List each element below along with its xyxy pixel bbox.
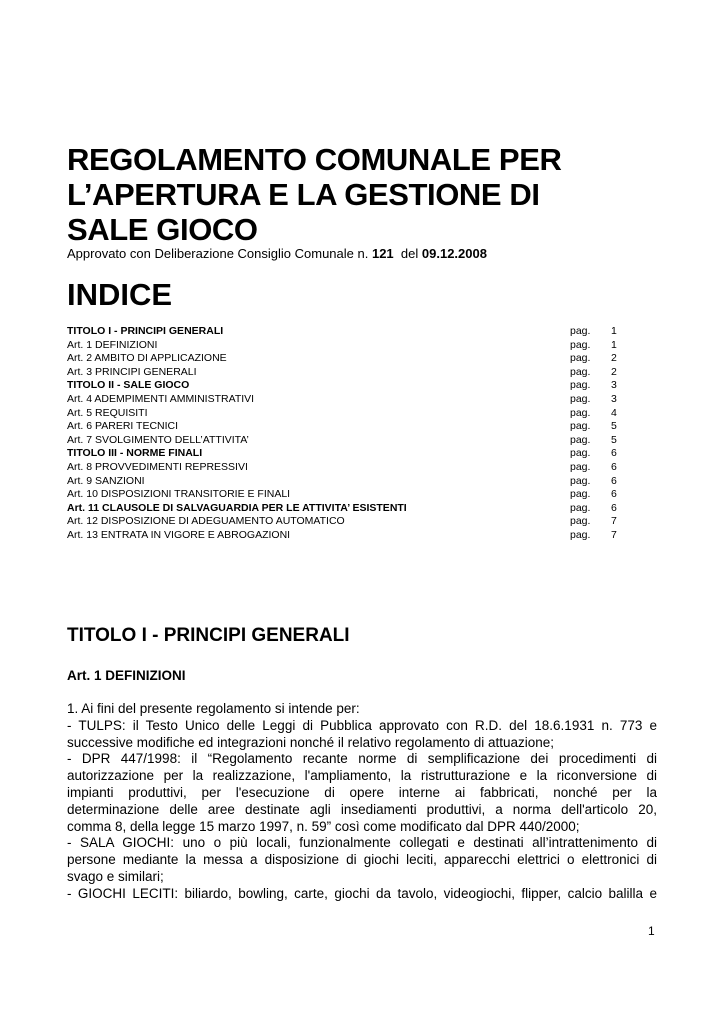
toc-entry-page-number: 4 xyxy=(611,406,617,419)
toc-entry xyxy=(67,502,627,516)
toc-entry xyxy=(67,339,627,353)
toc-entry-pag: pag. xyxy=(570,325,591,337)
body-line: - DPR 447/1998: il “Regolamento recante norme di semplificazione dei procedimenti di xyxy=(67,751,657,767)
toc-entry-label: TITOLO II - SALE GIOCO xyxy=(67,379,190,392)
toc-entry-page-number: 5 xyxy=(611,433,617,446)
toc-entry xyxy=(67,434,627,448)
toc-entry-pag: pag. xyxy=(570,515,591,528)
page-number: 1 xyxy=(648,924,655,938)
toc-entry-label: Art. 7 SVOLGIMENTO DELL’ATTIVITA’ xyxy=(67,433,249,446)
toc-entry-page-number: 7 xyxy=(611,528,617,541)
body-line: - TULPS: il Testo Unico delle Leggi di Pubblica approvato con R.D. del 18.6.1931 n. 773 e xyxy=(67,717,657,733)
toc-entry xyxy=(67,420,627,434)
toc-entry-label: Art. 6 PARERI TECNICI xyxy=(67,420,179,433)
title-line: REGOLAMENTO COMUNALE PER xyxy=(67,142,562,177)
toc-entry-pag: pag. xyxy=(570,352,591,365)
toc-entry-pag: pag. xyxy=(570,365,591,378)
toc-entry-page-number: 1 xyxy=(611,325,617,337)
approval-middle: del xyxy=(400,246,419,261)
deliberation-number: 121 xyxy=(371,246,394,261)
toc-entry-page-number: 6 xyxy=(611,474,617,487)
body-line: 1. Ai fini del presente regolamento si intende per: xyxy=(67,701,360,716)
table-of-contents xyxy=(67,325,627,543)
toc-entry-page-number: 6 xyxy=(611,488,617,501)
toc-entry-page-number: 6 xyxy=(611,501,617,514)
deliberation-date: 09.12.2008 xyxy=(421,246,487,261)
toc-entry-label: TITOLO I - PRINCIPI GENERALI xyxy=(67,325,224,337)
toc-entry-label: Art. 3 PRINCIPI GENERALI xyxy=(67,365,197,378)
toc-entry-pag: pag. xyxy=(570,488,591,501)
toc-entry-pag: pag. xyxy=(570,460,591,473)
body-line: persone mediante la messa a disposizione di giochi leciti, apparecchi elettrici o elettronici di xyxy=(67,852,657,868)
toc-entry-page-number: 6 xyxy=(611,460,617,473)
toc-entry-label: Art. 13 ENTRATA IN VIGORE E ABROGAZIONI xyxy=(67,528,291,541)
toc-entry-label: Art. 11 CLAUSOLE DI SALVAGUARDIA PER LE ATTIVITA’ ESISTENTI xyxy=(67,501,407,514)
toc-entry-page-number: 7 xyxy=(611,515,617,528)
toc-entry-label: Art. 8 PROVVEDIMENTI REPRESSIVI xyxy=(67,460,248,473)
body-line: svago e similari; xyxy=(67,868,164,884)
article-body xyxy=(67,701,657,903)
toc-entry xyxy=(67,475,627,489)
toc-entry-page-number: 5 xyxy=(611,420,617,433)
toc-entry-label: Art. 10 DISPOSIZIONI TRANSITORIE E FINALI xyxy=(67,488,291,501)
body-line: autorizzazione per la realizzazione, l'ampliamento, la ristrutturazione e la riconversione di xyxy=(67,768,657,784)
body-line: impianti produttivi, per l'esecuzione di opere interne ai fabbricati, nonché per la xyxy=(67,784,657,800)
body-line: - SALA GIOCHI: uno o più locali, funzionalmente collegati e destinati all’intrattenimento di xyxy=(67,835,657,851)
toc-entry-pag: pag. xyxy=(570,379,591,392)
toc-entry-page-number: 3 xyxy=(611,392,617,405)
article-heading: Art. 1 DEFINIZIONI xyxy=(67,668,186,683)
toc-entry-page-number: 3 xyxy=(611,379,617,392)
toc-entry xyxy=(67,461,627,475)
toc-entry-label: Art. 9 SANZIONI xyxy=(67,474,145,487)
toc-entry xyxy=(67,352,627,366)
body-line: - GIOCHI LECITI: biliardo, bowling, carte, giochi da tavolo, videogiochi, flipper, calcio balilla e xyxy=(67,885,657,901)
toc-entry-page-number: 2 xyxy=(611,365,617,378)
toc-entry-page-number: 6 xyxy=(611,447,617,460)
toc-entry-page-number: 2 xyxy=(611,352,617,365)
title-line: SALE GIOCO xyxy=(67,212,258,247)
toc-entry xyxy=(67,325,627,339)
toc-entry-pag: pag. xyxy=(570,392,591,405)
toc-entry-label: Art. 2 AMBITO DI APPLICAZIONE xyxy=(67,352,227,365)
index-heading: INDICE xyxy=(67,277,173,312)
section-heading: TITOLO I - PRINCIPI GENERALI xyxy=(67,625,350,646)
toc-entry-label: Art. 5 REQUISITI xyxy=(67,406,148,419)
toc-entry-pag: pag. xyxy=(570,406,591,419)
toc-entry xyxy=(67,488,627,502)
body-line: determinazione delle aree destinate agli insediamenti produttivi, a norma dell'articolo 20, xyxy=(67,801,657,817)
toc-entry-pag: pag. xyxy=(570,447,591,460)
toc-entry xyxy=(67,379,627,393)
document-title xyxy=(67,142,667,247)
toc-entry-pag: pag. xyxy=(570,528,591,541)
toc-entry-pag: pag. xyxy=(570,420,591,433)
toc-entry-label: TITOLO III - NORME FINALI xyxy=(67,447,203,460)
toc-entry xyxy=(67,529,627,543)
toc-entry-page-number: 1 xyxy=(611,338,617,351)
toc-entry xyxy=(67,447,627,461)
approval-note xyxy=(67,246,487,261)
toc-entry-label: Art. 1 DEFINIZIONI xyxy=(67,338,158,351)
toc-entry-pag: pag. xyxy=(570,474,591,487)
toc-entry xyxy=(67,407,627,421)
toc-entry-label: Art. 4 ADEMPIMENTI AMMINISTRATIVI xyxy=(67,392,255,405)
title-line: L’APERTURA E LA GESTIONE DI xyxy=(67,177,540,212)
toc-entry-pag: pag. xyxy=(570,338,591,351)
toc-entry-pag: pag. xyxy=(570,501,591,514)
approval-prefix: Approvato con Deliberazione Consiglio Comunale n. xyxy=(67,246,369,261)
toc-entry xyxy=(67,515,627,529)
toc-entry xyxy=(67,393,627,407)
toc-entry-label: Art. 12 DISPOSIZIONE DI ADEGUAMENTO AUTOMATICO xyxy=(67,515,345,528)
toc-entry-pag: pag. xyxy=(570,433,591,446)
toc-entry xyxy=(67,366,627,380)
body-line: comma 8, della legge 15 marzo 1997, n. 59” così come modificato dal DPR 440/2000; xyxy=(67,818,580,834)
body-line: successive modifiche ed integrazioni nonché il relativo regolamento di attuazione; xyxy=(67,734,555,750)
